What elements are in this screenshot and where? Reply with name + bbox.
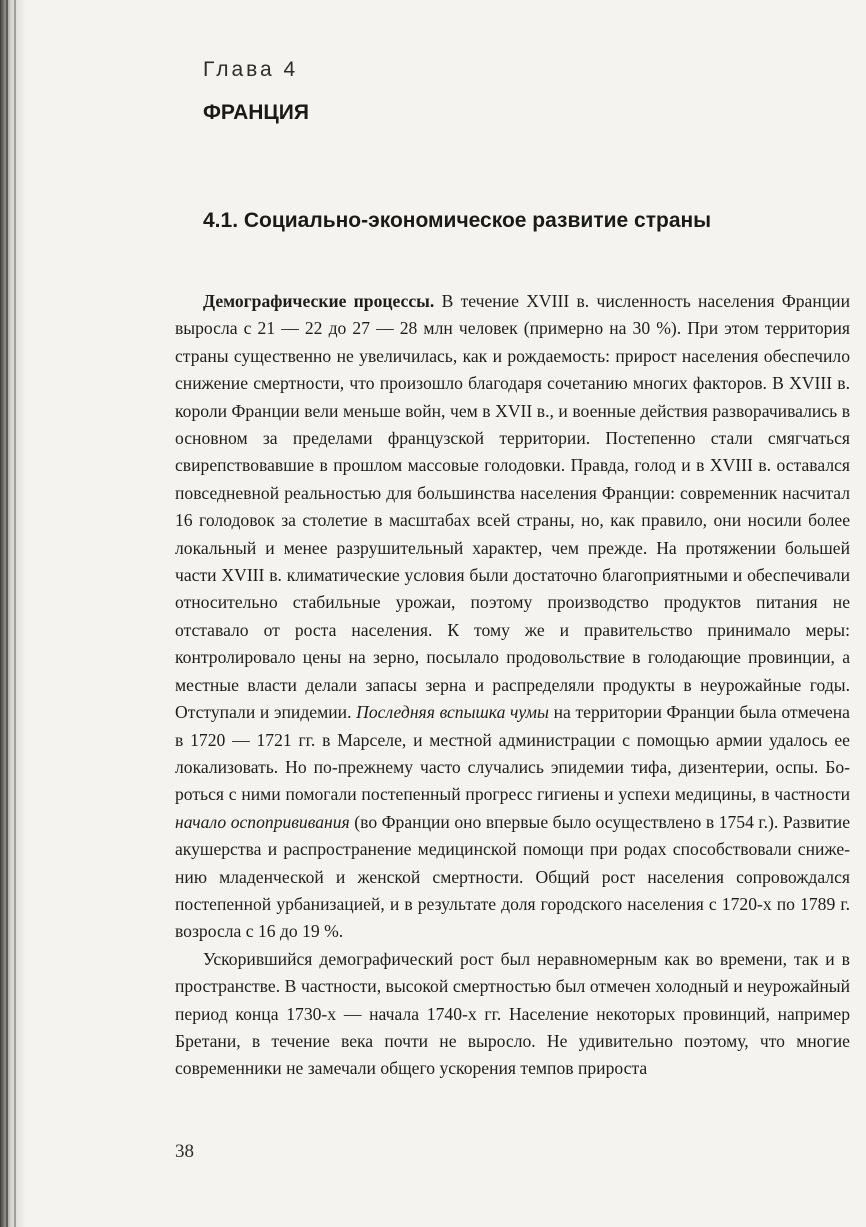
chapter-label: Глава 4 [203,58,299,81]
emphasis-text: начало оспопрививания [175,811,350,832]
paragraph-lead: Демографические процессы. [203,291,435,311]
paragraph-text: Ускорившийся демографический рост был неравномерным как во времени, так и в пространстве. В частности, высокой смертностью был отмечен холодный и неурожайный период конца 1730-х — начала 1740-х гг. Население некоторых провинций, например Бретани, в течение века почти не выросло. Не удивительно поэтому, что многие современники не замечали общего ускорения темпов прироста [175,948,850,1079]
page-number: 38 [175,1141,194,1162]
binding-edge-line [14,0,16,1227]
emphasis-text: Последняя вспышка чумы [356,702,549,723]
paragraph [175,946,850,1083]
book-binding-shadow [0,0,26,1227]
paragraph-text: на территории Франции была отмечена в 1720 — 1721 гг. в Марселе, и местной администрации с помощью армии удалось ее локализовать. Но по-прежнему часто случались эпидемии тифа, дизентерии, оспы. Бороться с ними помогали постепенный прогресс гигиены и успехи медицины, в частности [175,702,850,805]
body-text [175,288,850,1083]
paragraph-text: (во Франции оно впервые было осуществлено в 1754 г.). Развитие акушерства и распространение медицинской помощи при родах способствовали снижению младенческой и женской смертности. Общий рост населения сопровождался постепенной урбанизацией, и в результате доля городского населения с 1720-х по 1789 г. возросла с 16 до 19 %. [175,811,850,942]
paragraph [175,288,850,946]
section-title: 4.1. Социально-экономическое развитие страны [203,209,712,232]
binding-edge-line [6,0,8,1227]
chapter-title: ФРАНЦИЯ [203,101,309,124]
paragraph-text: В течение XVIII в. численность населения Франции выросла с 21 — 22 до 27 — 28 млн человек (примерно на 30 %). При этом территория страны существенно не увеличилась, как и рождаемость: прирост населения обеспечило снижение смертности, что произошло благодаря сочетанию многих факторов. В XVIII в. короли Франции вели меньше войн, чем в XVII в., и военные действия разворачивались в основном за пределами французской территории. Постепенно стали смягчаться свирепствовавшие в прошлом массовые голодовки. Правда, голод и в XVIII в. оставался повседневной реальностью для большинства населения Франции: современник насчитал 16 голодовок за столетие в масштабах всей страны, но, как правило, они носили более локальный и менее разрушительный характер, чем прежде. На протяжении большей части XVIII в. климатические условия были достаточно благоприятными и обеспечивали относительно стабильные урожаи, поэтому производство продуктов питания не отставало от роста населения. К тому же и правительство принимало меры: контролировало цены на зерно, посылало продовольствие в голодающие провинции, а местные власти делали запасы зерна и распределяли продукты в неурожайные годы. Отступали и эпидемии. [175,291,850,723]
